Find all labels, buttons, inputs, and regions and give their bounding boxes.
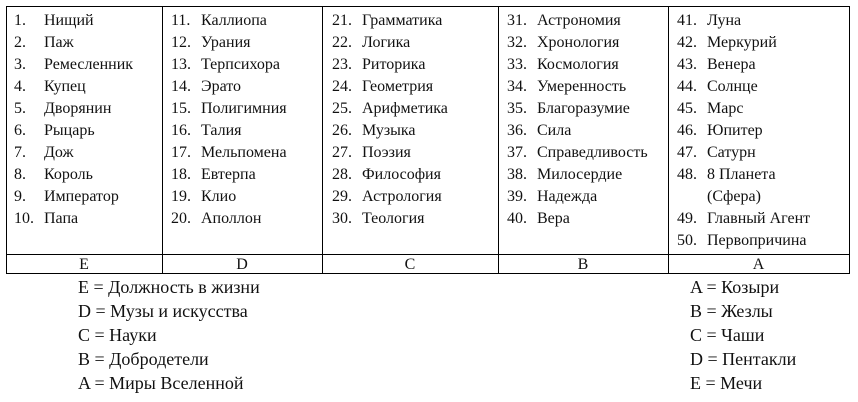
legend-item: B = Добродетели xyxy=(78,349,209,369)
item-number: 34. xyxy=(507,78,527,95)
item-name: Музыка xyxy=(362,122,416,139)
item-number: 27. xyxy=(332,144,352,161)
list-item xyxy=(14,32,133,54)
list-item xyxy=(677,186,810,208)
item-number: 21. xyxy=(332,12,352,29)
item-name: Меркурий xyxy=(707,34,777,51)
item-name: Полигимния xyxy=(201,100,287,117)
list-item xyxy=(677,32,810,54)
item-name: Мельпомена xyxy=(201,144,287,161)
item-number: 15. xyxy=(171,100,191,117)
item-name: Эрато xyxy=(201,78,242,95)
table-letter-row-divider xyxy=(6,254,850,255)
list-item xyxy=(14,10,133,32)
legend-item: D = Музы и искусства xyxy=(78,301,248,321)
item-name: Солнце xyxy=(707,78,758,95)
item-number: 23. xyxy=(332,56,352,73)
item-number: 50. xyxy=(677,232,697,249)
list-item xyxy=(14,120,133,142)
item-number: 47. xyxy=(677,144,697,161)
item-number: 10. xyxy=(14,210,34,227)
item-number: 17. xyxy=(171,144,191,161)
list-item xyxy=(677,164,810,186)
item-number: 46. xyxy=(677,122,697,139)
item-name: (Сфера) xyxy=(707,188,761,205)
item-name: Милосердие xyxy=(537,166,623,183)
item-number: 6. xyxy=(14,122,26,139)
list-item xyxy=(507,164,648,186)
list-item xyxy=(677,10,810,32)
column-letter-c: C xyxy=(404,256,416,273)
item-number: 35. xyxy=(507,100,527,117)
item-number: 1. xyxy=(14,12,26,29)
list-item xyxy=(677,208,810,230)
item-name: Евтерпа xyxy=(201,166,256,183)
list-item xyxy=(332,186,448,208)
item-number: 43. xyxy=(677,56,697,73)
list-item xyxy=(14,142,133,164)
item-number: 49. xyxy=(677,210,697,227)
item-name: Урания xyxy=(201,34,251,51)
item-name: Рыцарь xyxy=(44,122,95,139)
column-e-list xyxy=(14,10,133,230)
item-name: Марс xyxy=(707,100,744,117)
list-item xyxy=(171,164,287,186)
item-name: Талия xyxy=(201,122,242,139)
item-number: 20. xyxy=(171,210,191,227)
item-name: Астрономия xyxy=(537,12,621,29)
list-item xyxy=(677,54,810,76)
item-number: 44. xyxy=(677,78,697,95)
item-name: Терпсихора xyxy=(201,56,280,73)
list-item xyxy=(507,54,648,76)
item-name: Император xyxy=(44,188,119,205)
list-item xyxy=(14,186,133,208)
list-item xyxy=(507,98,648,120)
item-name: Дворянин xyxy=(44,100,112,117)
item-name: Космология xyxy=(537,56,619,73)
list-item xyxy=(14,98,133,120)
column-a-list xyxy=(677,10,810,252)
item-name: Купец xyxy=(44,78,86,95)
item-name: Астрология xyxy=(362,188,442,205)
list-item xyxy=(507,186,648,208)
list-item xyxy=(332,208,448,230)
legend-item: A = Козыри xyxy=(690,277,780,297)
list-item xyxy=(332,164,448,186)
item-number: 42. xyxy=(677,34,697,51)
item-name: Ремесленник xyxy=(44,56,134,73)
item-number: 4. xyxy=(14,78,26,95)
column-letter-a: A xyxy=(752,256,765,273)
item-number: 13. xyxy=(171,56,191,73)
item-number: 14. xyxy=(171,78,191,95)
item-number: 12. xyxy=(171,34,191,51)
item-name: Надежда xyxy=(537,188,598,205)
list-item xyxy=(14,208,133,230)
list-item xyxy=(507,142,648,164)
item-name: Грамматика xyxy=(362,12,443,29)
item-name: Философия xyxy=(362,166,441,183)
item-number: 2. xyxy=(14,34,26,51)
column-letter-e: E xyxy=(79,256,89,273)
list-item xyxy=(171,186,287,208)
item-name: Венера xyxy=(707,56,756,73)
list-item xyxy=(507,10,648,32)
list-item xyxy=(332,142,448,164)
column-divider xyxy=(498,6,499,274)
item-name: Поэзия xyxy=(362,144,411,161)
item-number: 37. xyxy=(507,144,527,161)
list-item xyxy=(332,120,448,142)
item-name: Геометрия xyxy=(362,78,434,95)
item-number: 11. xyxy=(171,12,191,29)
legend-item: E = Мечи xyxy=(690,373,763,393)
item-number: 28. xyxy=(332,166,352,183)
item-name: Сила xyxy=(537,122,572,139)
item-name: Умеренность xyxy=(537,78,627,95)
item-name: Паж xyxy=(44,34,74,51)
list-item xyxy=(677,230,810,252)
list-item xyxy=(171,120,287,142)
item-number: 32. xyxy=(507,34,527,51)
legend-suits-right xyxy=(690,275,796,395)
table-right-border xyxy=(849,6,850,274)
item-name: Благоразумие xyxy=(537,100,630,117)
list-item xyxy=(171,208,287,230)
item-name: Папа xyxy=(44,210,79,227)
item-name: Дож xyxy=(44,144,74,161)
list-item xyxy=(677,76,810,98)
item-number: 3. xyxy=(14,56,26,73)
list-item xyxy=(677,98,810,120)
list-item xyxy=(171,142,287,164)
item-number xyxy=(677,186,707,208)
column-divider xyxy=(322,6,323,274)
item-number: 33. xyxy=(507,56,527,73)
item-name: Каллиопа xyxy=(201,12,267,29)
legend-item: E = Должность в жизни xyxy=(78,277,260,297)
item-number: 45. xyxy=(677,100,697,117)
item-number: 41. xyxy=(677,12,697,29)
item-name: Первопричина xyxy=(707,232,807,249)
item-number: 48. xyxy=(677,166,697,183)
list-item xyxy=(171,98,287,120)
item-number: 30. xyxy=(332,210,352,227)
item-name: Главный Агент xyxy=(707,210,811,227)
list-item xyxy=(332,76,448,98)
list-item xyxy=(171,54,287,76)
item-number: 25. xyxy=(332,100,352,117)
item-number: 18. xyxy=(171,166,191,183)
table-top-border xyxy=(6,6,850,7)
list-item xyxy=(332,10,448,32)
item-number: 9. xyxy=(14,188,26,205)
item-name: Арифметика xyxy=(362,100,448,117)
item-name: Юпитер xyxy=(707,122,763,139)
list-item xyxy=(14,164,133,186)
legend-item: C = Науки xyxy=(78,325,157,345)
list-item xyxy=(677,120,810,142)
item-name: Риторика xyxy=(362,56,426,73)
item-number: 36. xyxy=(507,122,527,139)
item-name: 8 Планета xyxy=(707,166,776,183)
item-number: 26. xyxy=(332,122,352,139)
list-item xyxy=(171,76,287,98)
list-item xyxy=(332,32,448,54)
list-item xyxy=(507,208,648,230)
legend-item: C = Чаши xyxy=(690,325,765,345)
item-name: Логика xyxy=(362,34,411,51)
item-number: 7. xyxy=(14,144,26,161)
legend-item: D = Пентакли xyxy=(690,349,797,369)
item-number: 39. xyxy=(507,188,527,205)
column-divider xyxy=(668,6,669,274)
list-item xyxy=(14,54,133,76)
item-number: 38. xyxy=(507,166,527,183)
list-item xyxy=(677,142,810,164)
item-number: 5. xyxy=(14,100,26,117)
item-name: Король xyxy=(44,166,93,183)
column-letter-d: D xyxy=(236,256,248,273)
item-name: Теология xyxy=(362,210,425,227)
item-name: Клио xyxy=(201,188,237,205)
column-divider xyxy=(162,6,163,274)
item-name: Хронология xyxy=(537,34,620,51)
item-number: 31. xyxy=(507,12,527,29)
item-name: Луна xyxy=(707,12,742,29)
item-number: 16. xyxy=(171,122,191,139)
item-name: Сатурн xyxy=(707,144,756,161)
list-item xyxy=(507,76,648,98)
item-name: Вера xyxy=(537,210,570,227)
legend-item: B = Жезлы xyxy=(690,301,773,321)
legend-suits-left xyxy=(78,275,260,395)
item-name: Аполлон xyxy=(201,210,262,227)
column-b-list xyxy=(507,10,648,230)
list-item xyxy=(171,32,287,54)
item-name: Нищий xyxy=(44,12,94,29)
table-left-border xyxy=(6,6,7,274)
list-item xyxy=(14,76,133,98)
column-c-list xyxy=(332,10,448,230)
item-number: 22. xyxy=(332,34,352,51)
list-item xyxy=(507,120,648,142)
item-number: 8. xyxy=(14,166,26,183)
list-item xyxy=(171,10,287,32)
item-number: 19. xyxy=(171,188,191,205)
item-number: 24. xyxy=(332,78,352,95)
item-name: Справедливость xyxy=(537,144,648,161)
item-number: 40. xyxy=(507,210,527,227)
column-letter-b: B xyxy=(577,256,589,273)
legend-item: A = Миры Вселенной xyxy=(78,373,244,393)
column-d-list xyxy=(171,10,287,230)
correspondence-table xyxy=(6,6,850,274)
list-item xyxy=(332,54,448,76)
item-number: 29. xyxy=(332,188,352,205)
list-item xyxy=(332,98,448,120)
list-item xyxy=(507,32,648,54)
